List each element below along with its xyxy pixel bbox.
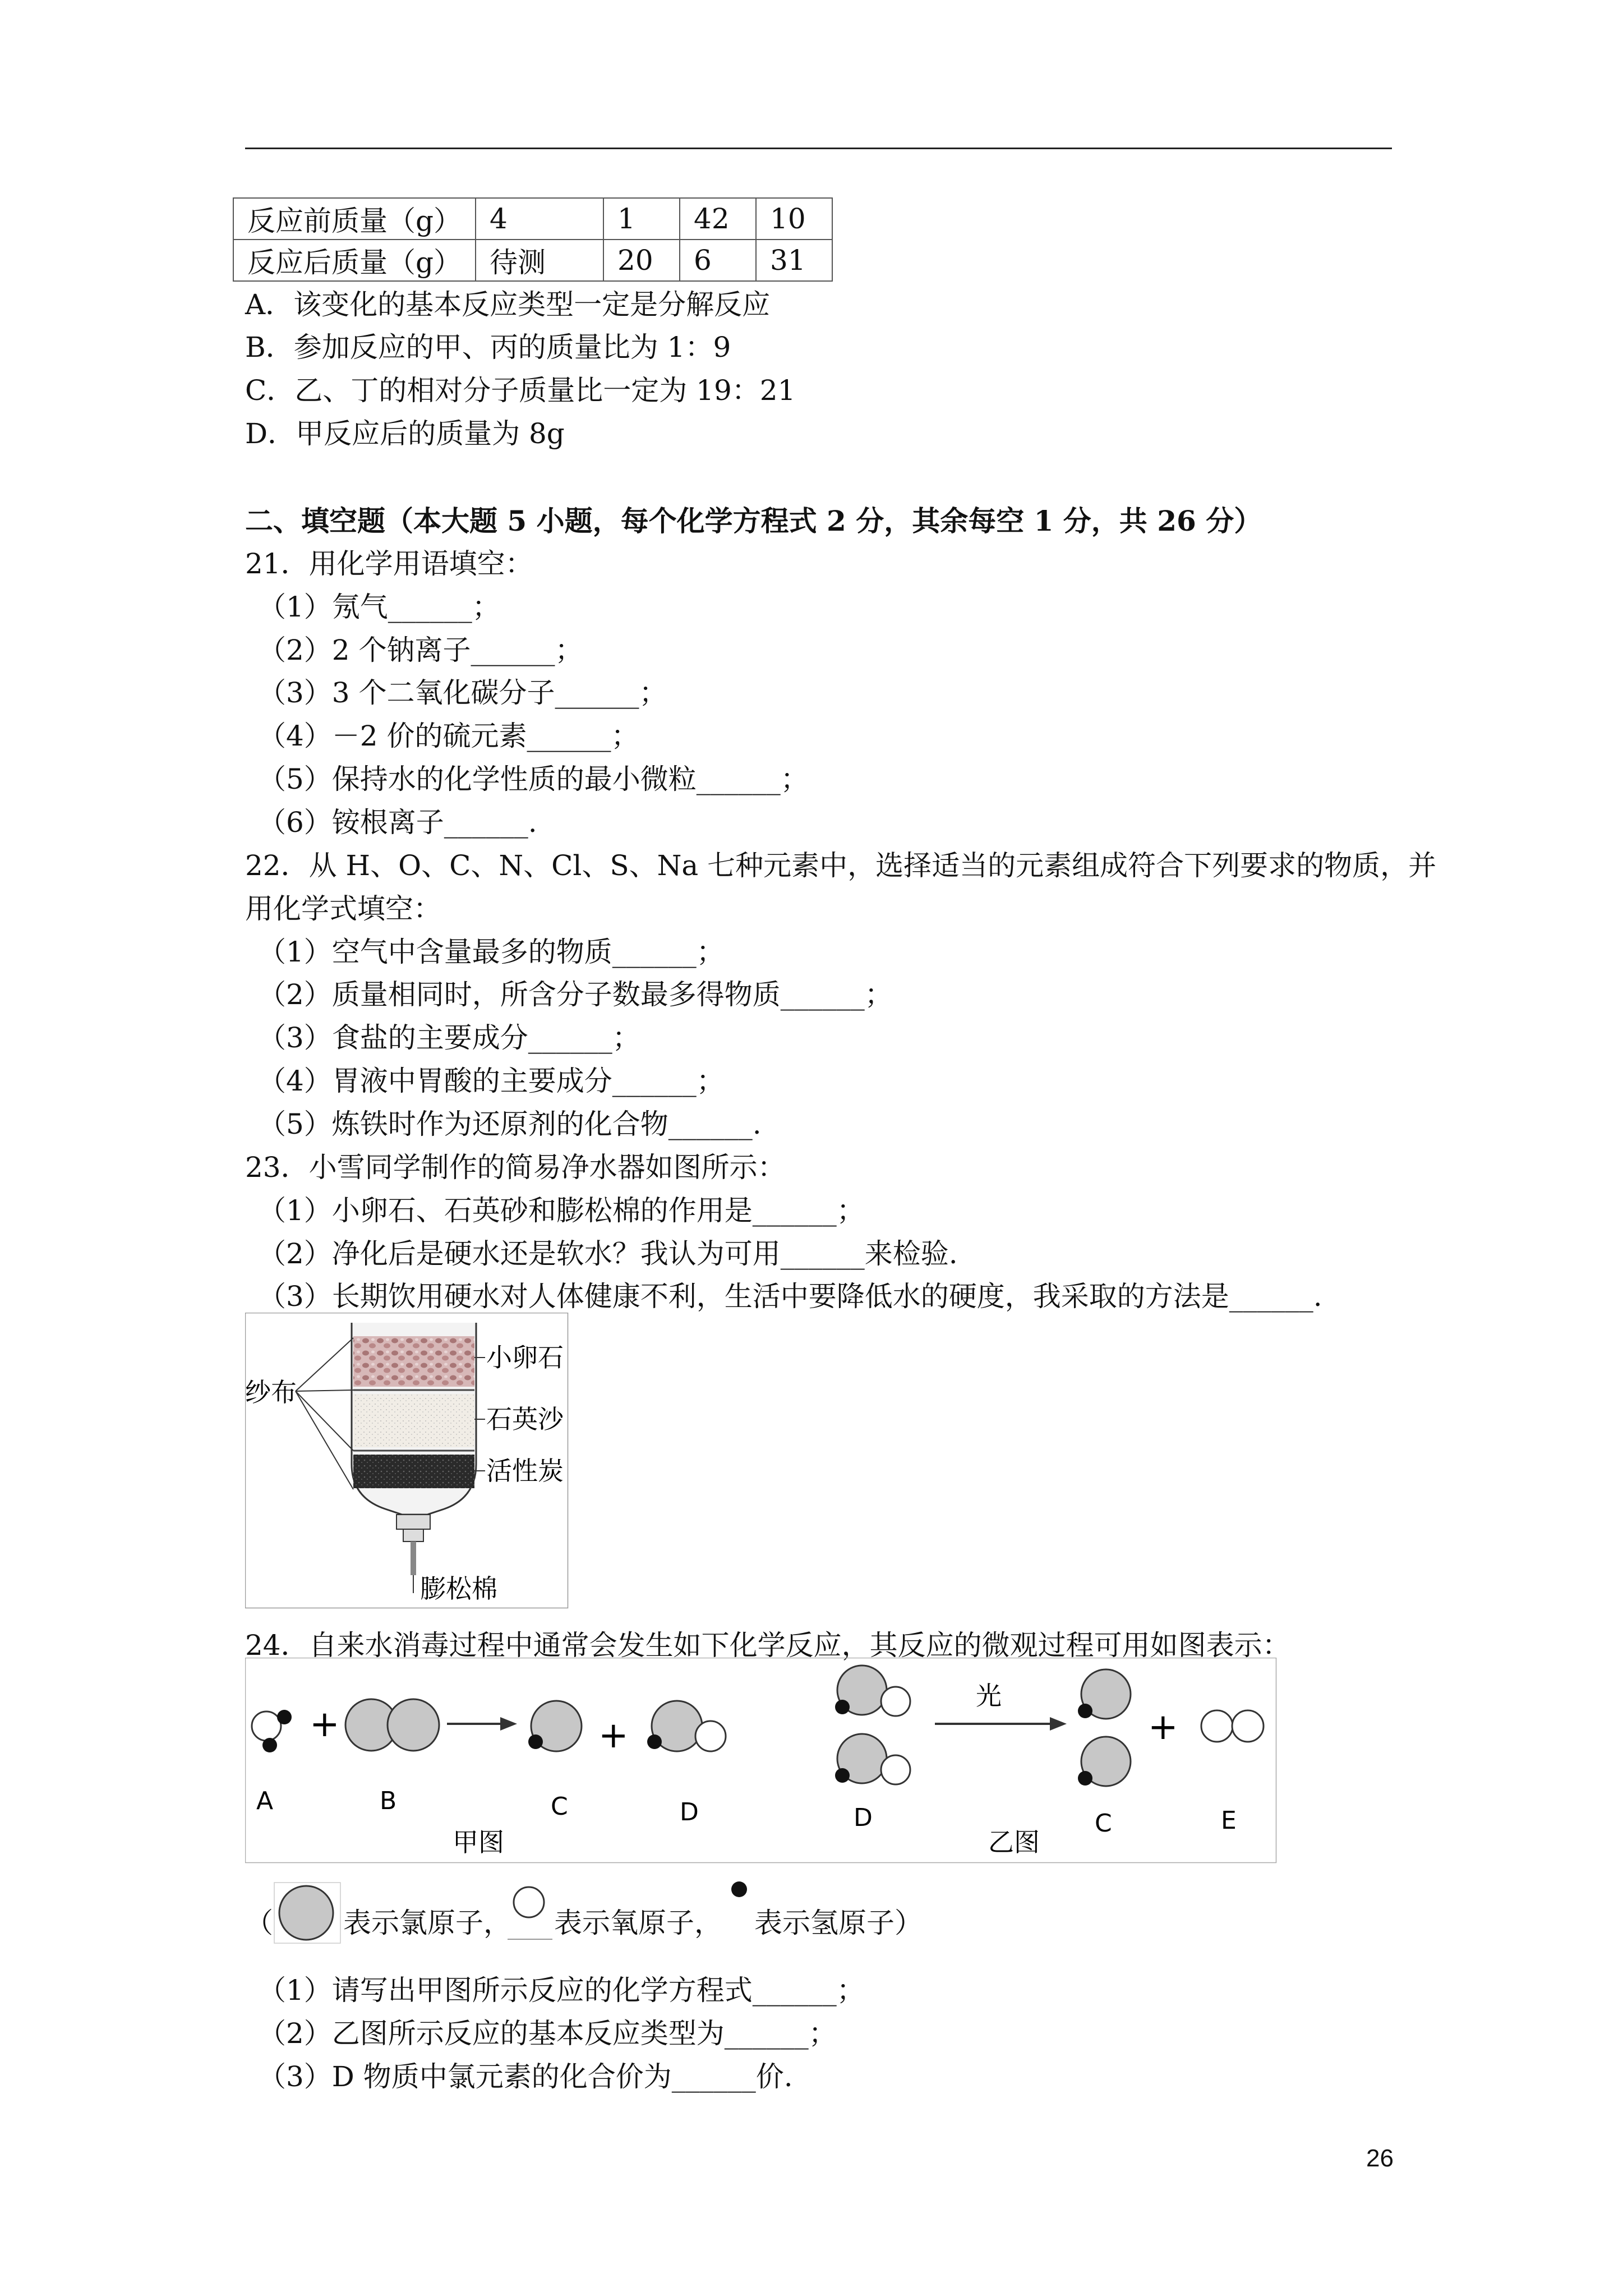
arrow-head	[1050, 1717, 1067, 1731]
water-filter-figure	[245, 1313, 570, 1610]
pebble-layer	[353, 1336, 474, 1387]
table-cell: 42	[680, 198, 756, 240]
page-number: 26	[1366, 2145, 1394, 2172]
molecule-d	[835, 1734, 910, 1784]
molecule-b	[345, 1699, 439, 1751]
gauze-pointer	[296, 1390, 353, 1391]
table-row	[233, 198, 832, 240]
label-c: C	[551, 1792, 568, 1821]
label-cotton: 膨松棉	[420, 1573, 497, 1604]
label-d: D	[680, 1798, 699, 1826]
q24-item: （1）请写出甲图所示反应的化学方程式______；	[258, 1974, 865, 2007]
table-cell: 反应后质量（g）	[233, 240, 476, 281]
table-cell: 6	[680, 240, 756, 281]
molecule-c	[528, 1701, 582, 1751]
q23-item: （2）净化后是硬水还是软水？我认为可用______来检验.	[258, 1237, 958, 1270]
table-cell: 20	[603, 240, 680, 281]
question-22-stem: 22．从 H、O、C、N、Cl、S、Na 七种元素中，选择适当的元素组成符合下列要求的物质，并	[245, 849, 1437, 882]
reaction-figure	[245, 1658, 1277, 1865]
label-carbon: 活性炭	[486, 1456, 564, 1486]
table-row	[233, 240, 832, 281]
q21-item: （6）铵根离子______.	[258, 806, 537, 839]
molecule-c	[1078, 1669, 1131, 1719]
q23-item: （1）小卵石、石英砂和膨松棉的作用是______；	[258, 1194, 865, 1227]
label-e: E	[1221, 1806, 1237, 1835]
legend-chlorine: 表示氯原子，	[343, 1907, 511, 1939]
q21-item: （2）2 个钠离子______；	[258, 634, 583, 666]
question-24-stem: 24．自来水消毒过程中通常会发生如下化学反应，其反应的微观过程可用如图表示：	[245, 1629, 1290, 1662]
label-c: C	[1095, 1809, 1112, 1838]
option-d: D．甲反应后的质量为 8g	[245, 417, 565, 450]
molecule-d	[835, 1665, 910, 1716]
q21-item: （1）氖气______；	[258, 591, 500, 623]
arrow-head	[500, 1717, 517, 1731]
q24-item: （2）乙图所示反应的基本反应类型为______；	[258, 2017, 837, 2050]
q21-item: （4）－2 价的硫元素______；	[258, 720, 639, 752]
label-fig-jia: 甲图	[453, 1827, 504, 1857]
plus-sign: +	[598, 1715, 629, 1756]
label-gauze: 纱布	[245, 1377, 297, 1407]
header-rule	[245, 148, 1392, 149]
label-a: A	[256, 1787, 274, 1815]
q22-item: （2）质量相同时，所含分子数最多得物质______；	[258, 978, 893, 1011]
chlorine-atom-icon	[274, 1882, 341, 1944]
label-sand: 石英沙	[486, 1404, 564, 1434]
plus-sign: +	[1148, 1706, 1178, 1748]
option-c: C．乙、丁的相对分子质量比一定为 19：21	[245, 374, 796, 407]
question-22-stem-cont: 用化学式填空：	[245, 892, 441, 925]
q23-item: （3）长期饮用硬水对人体健康不利，生活中要降低水的硬度，我采取的方法是______.	[258, 1280, 1322, 1313]
section-title: 二、填空题（本大题 5 小题，每个化学方程式 2 分，其余每空 1 分，共 26 分）	[245, 504, 1262, 537]
label-d: D	[854, 1803, 873, 1832]
question-21-stem: 21．用化学用语填空：	[245, 547, 533, 580]
nozzle	[396, 1515, 430, 1529]
legend-hydrogen: 表示氢原子）	[754, 1907, 923, 1939]
table-cell: 反应前质量（g）	[233, 198, 476, 240]
label-light: 光	[976, 1681, 1002, 1711]
gauze-pointer	[296, 1338, 353, 1391]
option-a: A．该变化的基本反应类型一定是分解反应	[245, 288, 771, 321]
oxygen-atom-icon	[508, 1882, 552, 1944]
option-b: B．参加反应的甲、丙的质量比为 1：9	[245, 331, 731, 364]
molecule-c	[1078, 1737, 1131, 1786]
label-fig-yi: 乙图	[988, 1827, 1040, 1857]
sand-layer	[353, 1394, 474, 1447]
molecule-a	[252, 1710, 292, 1752]
plus-sign: +	[310, 1704, 340, 1745]
table-cell: 4	[476, 198, 603, 240]
table-cell: 31	[756, 240, 832, 281]
nozzle-tip	[403, 1529, 423, 1542]
molecule-e	[1201, 1710, 1264, 1742]
gauze-pointer	[296, 1391, 353, 1489]
q22-item: （5）炼铁时作为还原剂的化合物______.	[258, 1108, 762, 1140]
gauze-pointer	[296, 1391, 353, 1451]
outlet-tube	[411, 1542, 416, 1575]
q22-item: （4）胃液中胃酸的主要成分______；	[258, 1065, 725, 1097]
carbon-layer	[353, 1455, 474, 1488]
question-23-stem: 23．小雪同学制作的简易净水器如图所示：	[245, 1151, 786, 1184]
molecule-d	[647, 1701, 726, 1751]
q22-item: （1）空气中含量最多的物质______；	[258, 936, 725, 968]
legend-open: （	[245, 1907, 273, 1939]
hydrogen-atom-icon	[729, 1879, 751, 1902]
mass-table	[233, 197, 833, 282]
table-cell: 10	[756, 198, 832, 240]
table-cell: 1	[603, 198, 680, 240]
table-cell: 待测	[476, 240, 603, 281]
legend-oxygen: 表示氧原子，	[554, 1907, 722, 1939]
q21-item: （3）3 个二氧化碳分子______；	[258, 677, 667, 709]
q21-item: （5）保持水的化学性质的最小微粒______；	[258, 763, 809, 795]
q24-item: （3）D 物质中氯元素的化合价为______价.	[258, 2060, 793, 2093]
label-pebbles: 小卵石	[486, 1342, 564, 1373]
q22-item: （3）食盐的主要成分______；	[258, 1022, 640, 1054]
label-b: B	[380, 1787, 397, 1815]
